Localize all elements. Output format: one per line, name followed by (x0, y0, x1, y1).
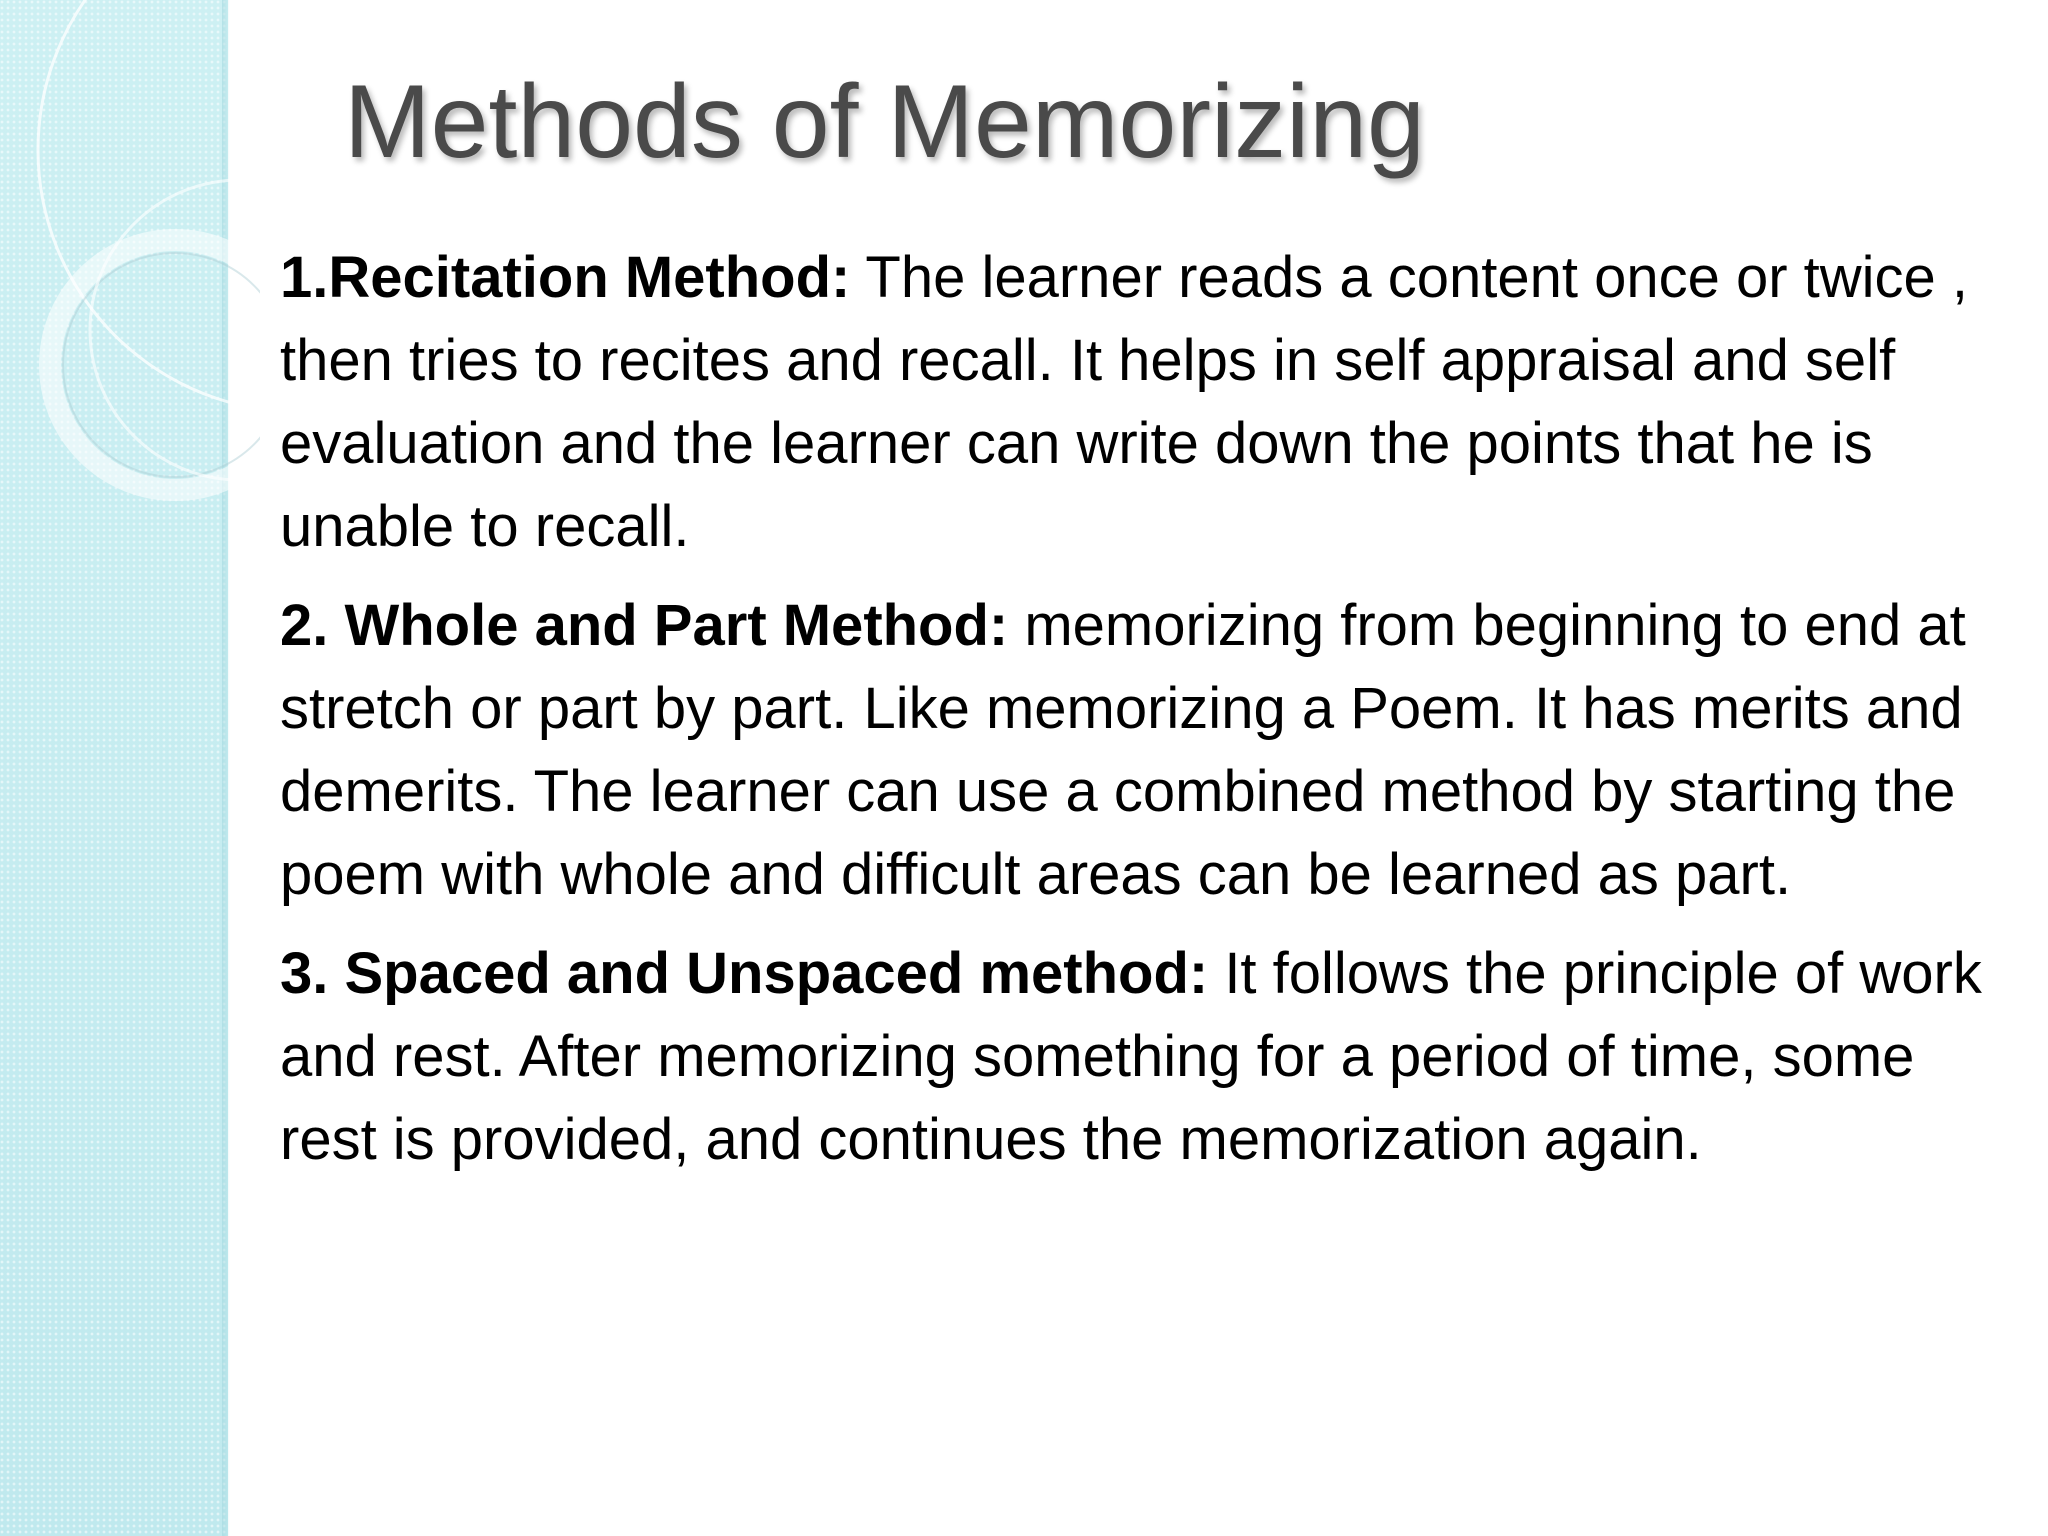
method-heading: 1.Recitation Method: (280, 245, 851, 310)
slide-title: Methods of Memorizing (344, 64, 1425, 180)
side-band-decoration (0, 0, 228, 1536)
side-band-edge (222, 0, 230, 1536)
method-heading: 2. Whole and Part Method: (280, 593, 1009, 658)
method-heading: 3. Spaced and Unspaced method: (280, 941, 1209, 1006)
method-item-whole-and-part (280, 584, 2000, 916)
method-item-spaced-and-unspaced (280, 932, 2000, 1181)
method-description: memorizing from beginning to end at stretch or part by part. Like memorizing a Poem. It has merits and demerits. The learner can use a combined method by starting the poem with whole and difficult areas can be learned as part. (280, 593, 1966, 907)
method-item-recitation (280, 236, 2000, 568)
method-description: It follows the principle of work and rest. After memorizing something for a period of time, some rest is provided, and continues the memorization again. (280, 941, 1982, 1172)
method-description: The learner reads a content once or twice , then tries to recites and recall. It helps in self appraisal and self evaluation and the learner can write down the points that he is unable to recall. (280, 245, 1969, 559)
methods-list (280, 236, 2000, 1197)
